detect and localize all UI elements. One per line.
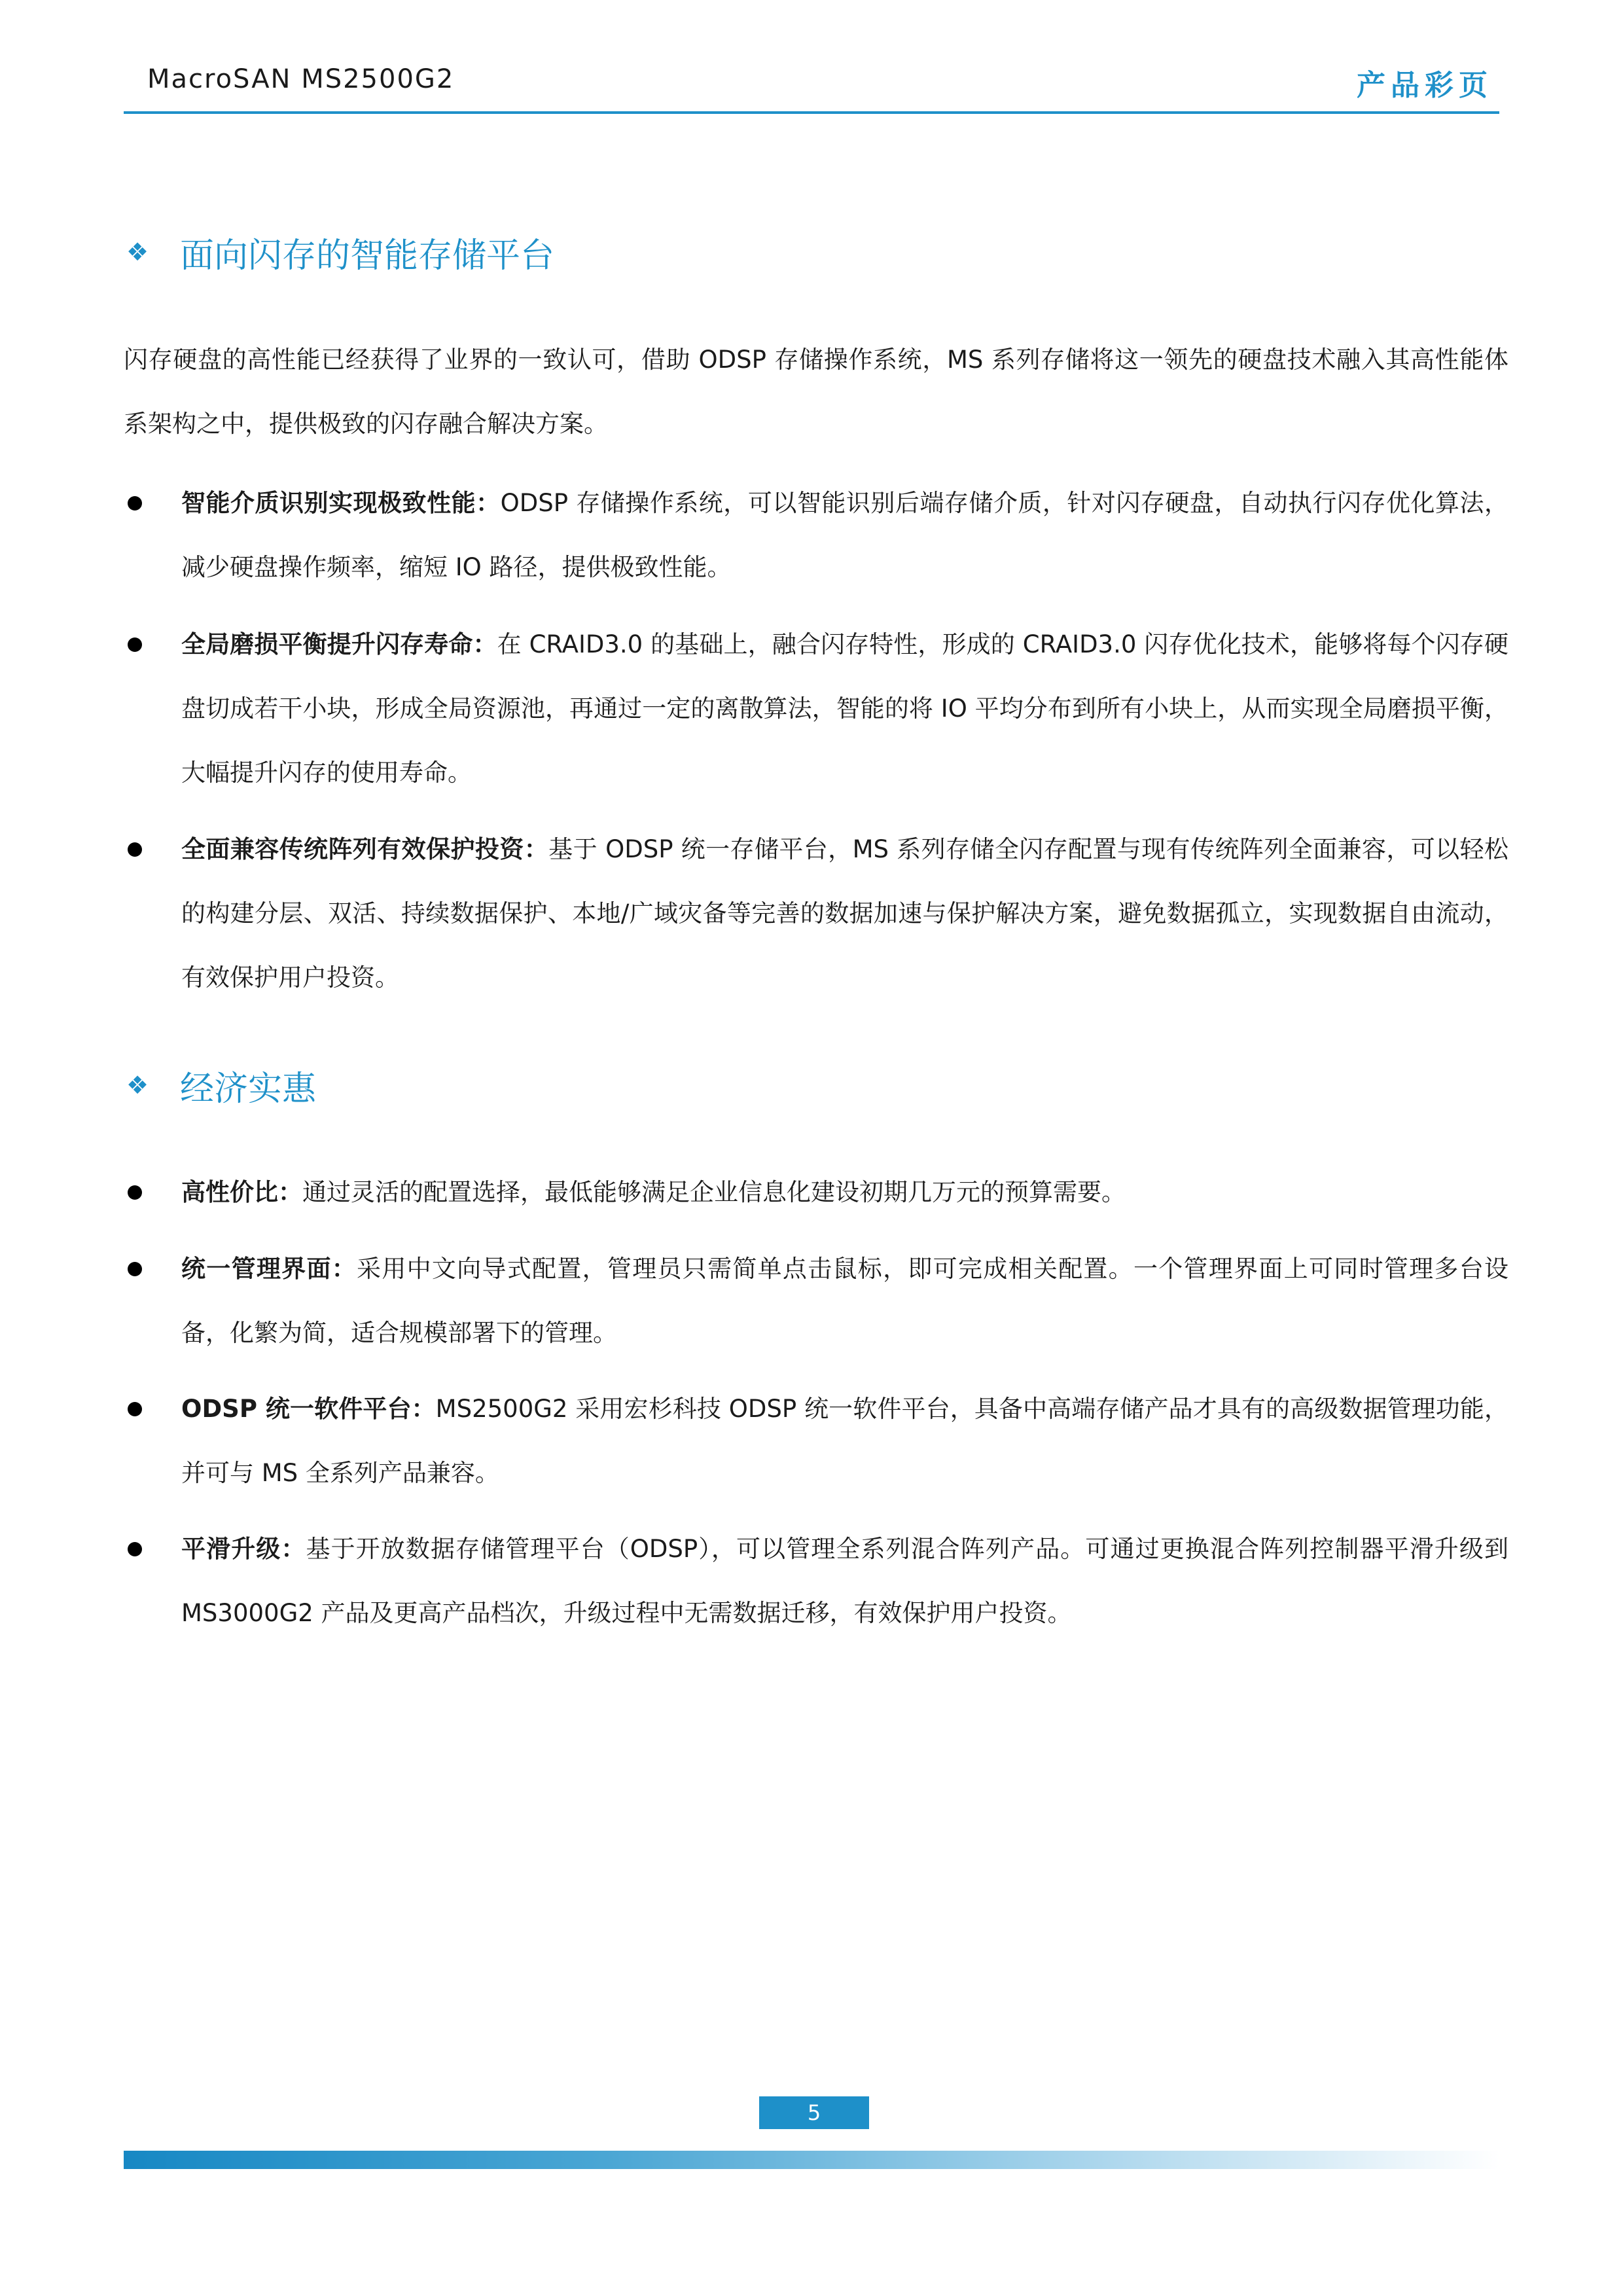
list-item bbox=[124, 1237, 1508, 1365]
bullet-dot-icon bbox=[128, 1402, 142, 1416]
section-title-economy bbox=[124, 1059, 316, 1111]
bullet-lead: 平滑升级： bbox=[181, 1535, 306, 1563]
bullet-text: 采用中文向导式配置，管理员只需简单点击鼠标，即可完成相关配置。一个管理界面上可同时管理多台设备，化繁为简，适合规模部署下的管理。 bbox=[181, 1255, 1509, 1347]
bullet-dot-icon bbox=[128, 1262, 142, 1276]
bullet-dot-icon bbox=[128, 637, 142, 652]
list-item bbox=[124, 1160, 1508, 1225]
bullet-lead: 全面兼容传统阵列有效保护投资： bbox=[181, 835, 549, 863]
bullet-text: 在 CRAID3.0 的基础上，融合闪存特性，形成的 CRAID3.0 闪存优化技术，能够将每个闪存硬盘切成若干小块，形成全局资源池，再通过一定的离散算法，智能的将 IO 平均分布到所有小块上，从而实现全局磨损平衡，大幅提升闪存的使用寿命。 bbox=[181, 630, 1508, 787]
bullet-dot-icon bbox=[128, 496, 142, 511]
bullet-lead: 高性价比： bbox=[181, 1178, 302, 1206]
list-item bbox=[124, 1377, 1508, 1505]
bullet-text: 基于开放数据存储管理平台（ODSP），可以管理全系列混合阵列产品。可通过更换混合阵列控制器平滑升级到 MS3000G2 产品及更高产品档次，升级过程中无需数据迁移，有效保护用户投资。 bbox=[181, 1535, 1508, 1627]
list-item bbox=[124, 1517, 1508, 1645]
list-item bbox=[124, 817, 1508, 1010]
section-title-flash-platform bbox=[124, 226, 554, 278]
bullet-lead: ODSP 统一软件平台： bbox=[181, 1395, 436, 1423]
bullet-lead: 全局磨损平衡提升闪存寿命： bbox=[181, 630, 497, 658]
page-number: 5 bbox=[759, 2096, 869, 2129]
intro-paragraph: 闪存硬盘的高性能已经获得了业界的一致认可，借助 ODSP 存储操作系统，MS 系列存储将这一领先的硬盘技术融入其高性能体系架构之中，提供极致的闪存融合解决方案。 bbox=[124, 346, 1508, 438]
bullet-text: MS2500G2 采用宏杉科技 ODSP 统一软件平台，具备中高端存储产品才具有的高级数据管理功能，并可与 MS 全系列产品兼容。 bbox=[181, 1395, 1508, 1487]
section-heading: 面向闪存的智能存储平台 bbox=[180, 236, 555, 276]
product-name: MacroSAN MS2500G2 bbox=[147, 64, 455, 94]
bullet-dot-icon bbox=[128, 842, 142, 857]
bullet-lead: 智能介质识别实现极致性能： bbox=[181, 489, 501, 517]
section-label: 产品彩页 bbox=[1357, 69, 1493, 102]
bullet-lead: 统一管理界面： bbox=[181, 1255, 357, 1283]
header-divider bbox=[124, 111, 1499, 114]
diamond-cluster-icon: ❖ bbox=[126, 1071, 149, 1100]
bullet-text: 通过灵活的配置选择，最低能够满足企业信息化建设初期几万元的预算需要。 bbox=[302, 1178, 1126, 1206]
list-item bbox=[124, 613, 1508, 805]
bullet-text: ODSP 存储操作系统，可以智能识别后端存储介质，针对闪存硬盘，自动执行闪存优化算法，减少硬盘操作频率，缩短 IO 路径，提供极致性能。 bbox=[181, 489, 1509, 581]
bullet-text: 基于 ODSP 统一存储平台，MS 系列存储全闪存配置与现有传统阵列全面兼容，可以轻松的构建分层、双活、持续数据保护、本地/广域灾备等完善的数据加速与保护解决方案，避免数据孤立，实现数据自由流动，有效保护用户投资。 bbox=[181, 835, 1509, 992]
list-item bbox=[124, 471, 1508, 600]
page-header bbox=[124, 59, 1499, 111]
section-heading: 经济实惠 bbox=[180, 1069, 317, 1109]
diamond-cluster-icon: ❖ bbox=[126, 238, 149, 266]
footer-gradient-bar bbox=[124, 2151, 1499, 2169]
bullet-dot-icon bbox=[128, 1185, 142, 1200]
bullet-dot-icon bbox=[128, 1542, 142, 1556]
